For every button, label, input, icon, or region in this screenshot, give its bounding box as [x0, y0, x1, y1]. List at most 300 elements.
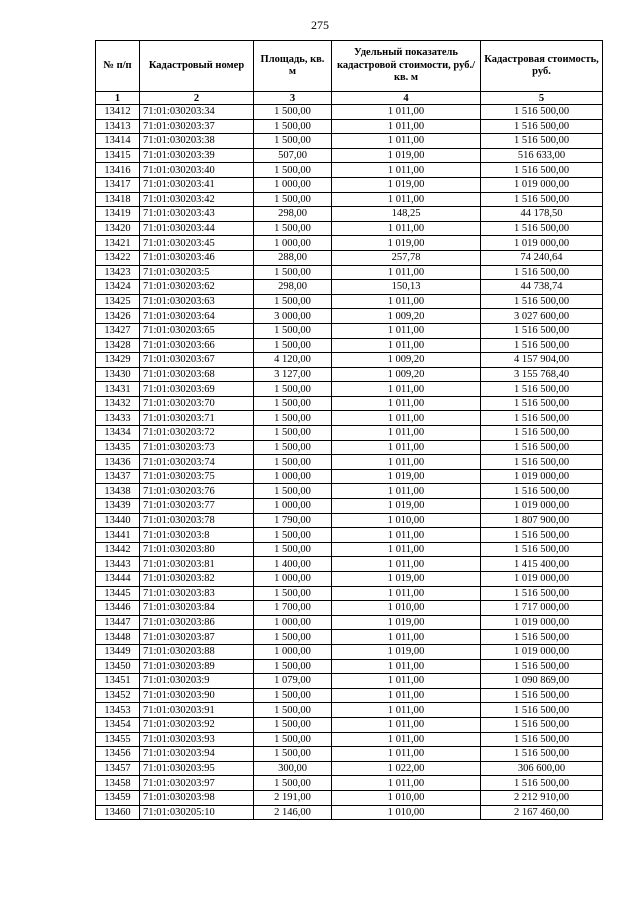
- specific-value-cell: 148,25: [332, 207, 481, 222]
- cadastral-cost-cell: 1 516 500,00: [481, 732, 603, 747]
- cadastral-number-cell: 71:01:030203:76: [140, 484, 254, 499]
- row-number-cell: 13447: [96, 615, 140, 630]
- table-row: [96, 221, 603, 236]
- cadastral-cost-cell: 1 516 500,00: [481, 105, 603, 120]
- specific-value-cell: 1 011,00: [332, 674, 481, 689]
- table-row: [96, 192, 603, 207]
- row-number-cell: 13435: [96, 440, 140, 455]
- area-cell: 298,00: [254, 207, 332, 222]
- cadastral-cost-cell: 1 516 500,00: [481, 426, 603, 441]
- specific-value-cell: 1 011,00: [332, 396, 481, 411]
- specific-value-cell: 1 011,00: [332, 747, 481, 762]
- area-cell: 1 500,00: [254, 484, 332, 499]
- table-row: [96, 630, 603, 645]
- table-row: [96, 703, 603, 718]
- table-row: [96, 382, 603, 397]
- cadastral-cost-cell: 1 516 500,00: [481, 586, 603, 601]
- cadastral-number-cell: 71:01:030203:8: [140, 528, 254, 543]
- table-row: [96, 396, 603, 411]
- area-cell: 1 500,00: [254, 455, 332, 470]
- table-row: [96, 688, 603, 703]
- specific-value-cell: 1 011,00: [332, 426, 481, 441]
- table-row: [96, 236, 603, 251]
- row-number-cell: 13432: [96, 396, 140, 411]
- row-number-cell: 13460: [96, 805, 140, 820]
- area-cell: 507,00: [254, 148, 332, 163]
- cadastral-cost-cell: 1 516 500,00: [481, 192, 603, 207]
- row-number-cell: 13458: [96, 776, 140, 791]
- table-row: [96, 717, 603, 732]
- column-index: 5: [481, 92, 603, 105]
- table-row: [96, 440, 603, 455]
- cadastral-number-cell: 71:01:030203:37: [140, 119, 254, 134]
- area-cell: 288,00: [254, 250, 332, 265]
- area-cell: 1 500,00: [254, 338, 332, 353]
- row-number-cell: 13449: [96, 644, 140, 659]
- row-number-cell: 13428: [96, 338, 140, 353]
- specific-value-cell: 1 011,00: [332, 557, 481, 572]
- table-row: [96, 484, 603, 499]
- row-number-cell: 13422: [96, 250, 140, 265]
- area-cell: 1 500,00: [254, 747, 332, 762]
- specific-value-cell: 1 011,00: [332, 484, 481, 499]
- table-row: [96, 338, 603, 353]
- row-number-cell: 13459: [96, 790, 140, 805]
- cadastral-number-cell: 71:01:030203:46: [140, 250, 254, 265]
- row-number-cell: 13427: [96, 323, 140, 338]
- specific-value-cell: 1 011,00: [332, 703, 481, 718]
- cadastral-number-cell: 71:01:030203:70: [140, 396, 254, 411]
- row-number-cell: 13443: [96, 557, 140, 572]
- specific-value-cell: 1 011,00: [332, 440, 481, 455]
- cadastral-number-cell: 71:01:030203:39: [140, 148, 254, 163]
- cadastral-number-cell: 71:01:030203:81: [140, 557, 254, 572]
- cadastral-number-cell: 71:01:030203:66: [140, 338, 254, 353]
- cadastral-number-cell: 71:01:030203:90: [140, 688, 254, 703]
- cadastral-cost-cell: 1 516 500,00: [481, 776, 603, 791]
- cadastral-number-cell: 71:01:030203:38: [140, 134, 254, 149]
- cadastral-number-cell: 71:01:030203:72: [140, 426, 254, 441]
- table-row: [96, 513, 603, 528]
- table-row: [96, 659, 603, 674]
- cadastral-cost-cell: 1 516 500,00: [481, 134, 603, 149]
- header-specific-value: Удельный показатель кадастровой стоимости, руб./кв. м: [332, 41, 481, 92]
- specific-value-cell: 1 019,00: [332, 499, 481, 514]
- area-cell: 1 500,00: [254, 717, 332, 732]
- specific-value-cell: 1 011,00: [332, 586, 481, 601]
- area-cell: 2 146,00: [254, 805, 332, 820]
- table-row: [96, 455, 603, 470]
- specific-value-cell: 1 011,00: [332, 221, 481, 236]
- area-cell: 1 500,00: [254, 586, 332, 601]
- specific-value-cell: 1 019,00: [332, 236, 481, 251]
- row-number-cell: 13451: [96, 674, 140, 689]
- specific-value-cell: 1 011,00: [332, 338, 481, 353]
- cadastral-number-cell: 71:01:030203:68: [140, 367, 254, 382]
- cadastral-number-cell: 71:01:030203:98: [140, 790, 254, 805]
- cadastral-cost-cell: 1 516 500,00: [481, 717, 603, 732]
- cadastral-number-cell: 71:01:030203:63: [140, 294, 254, 309]
- specific-value-cell: 1 011,00: [332, 776, 481, 791]
- specific-value-cell: 1 022,00: [332, 761, 481, 776]
- area-cell: 1 790,00: [254, 513, 332, 528]
- row-number-cell: 13429: [96, 353, 140, 368]
- table-row: [96, 411, 603, 426]
- cadastral-cost-cell: 1 415 400,00: [481, 557, 603, 572]
- row-number-cell: 13423: [96, 265, 140, 280]
- cadastral-cost-cell: 1 717 000,00: [481, 601, 603, 616]
- area-cell: 1 500,00: [254, 440, 332, 455]
- table-row: [96, 747, 603, 762]
- cadastral-cost-cell: 1 516 500,00: [481, 688, 603, 703]
- table-row: [96, 615, 603, 630]
- table-row: [96, 557, 603, 572]
- row-number-cell: 13418: [96, 192, 140, 207]
- area-cell: 1 500,00: [254, 382, 332, 397]
- table-row: [96, 601, 603, 616]
- table-row: [96, 177, 603, 192]
- area-cell: 1 500,00: [254, 542, 332, 557]
- area-cell: 1 000,00: [254, 236, 332, 251]
- row-number-cell: 13454: [96, 717, 140, 732]
- specific-value-cell: 1 009,20: [332, 367, 481, 382]
- cadastral-cost-cell: 1 516 500,00: [481, 396, 603, 411]
- area-cell: 1 500,00: [254, 192, 332, 207]
- specific-value-cell: 1 019,00: [332, 469, 481, 484]
- column-index: 2: [140, 92, 254, 105]
- table-row: [96, 805, 603, 820]
- specific-value-cell: 1 011,00: [332, 542, 481, 557]
- cadastral-cost-cell: 1 019 000,00: [481, 177, 603, 192]
- row-number-cell: 13434: [96, 426, 140, 441]
- row-number-cell: 13416: [96, 163, 140, 178]
- row-number-cell: 13412: [96, 105, 140, 120]
- cadastral-cost-cell: 1 516 500,00: [481, 440, 603, 455]
- specific-value-cell: 1 010,00: [332, 790, 481, 805]
- area-cell: 3 127,00: [254, 367, 332, 382]
- header-cadastral-number: Кадастровый номер: [140, 41, 254, 92]
- specific-value-cell: 1 011,00: [332, 294, 481, 309]
- cadastral-cost-cell: 3 027 600,00: [481, 309, 603, 324]
- area-cell: 1 500,00: [254, 119, 332, 134]
- row-number-cell: 13448: [96, 630, 140, 645]
- row-number-cell: 13430: [96, 367, 140, 382]
- area-cell: 1 500,00: [254, 426, 332, 441]
- cadastral-cost-cell: 44 738,74: [481, 280, 603, 295]
- area-cell: 1 500,00: [254, 732, 332, 747]
- cadastral-number-cell: 71:01:030203:83: [140, 586, 254, 601]
- table-row: [96, 323, 603, 338]
- area-cell: 1 000,00: [254, 499, 332, 514]
- row-number-cell: 13441: [96, 528, 140, 543]
- table-header-row: [96, 41, 603, 92]
- cadastral-number-cell: 71:01:030203:67: [140, 353, 254, 368]
- cadastral-cost-cell: 1 090 869,00: [481, 674, 603, 689]
- cadastral-cost-cell: 1 516 500,00: [481, 382, 603, 397]
- specific-value-cell: 150,13: [332, 280, 481, 295]
- specific-value-cell: 1 010,00: [332, 805, 481, 820]
- row-number-cell: 13419: [96, 207, 140, 222]
- cadastral-number-cell: 71:01:030203:84: [140, 601, 254, 616]
- cadastral-cost-cell: 1 516 500,00: [481, 411, 603, 426]
- cadastral-cost-cell: 1 516 500,00: [481, 294, 603, 309]
- table-row: [96, 294, 603, 309]
- specific-value-cell: 1 019,00: [332, 644, 481, 659]
- column-index: 3: [254, 92, 332, 105]
- specific-value-cell: 1 019,00: [332, 615, 481, 630]
- cadastral-number-cell: 71:01:030203:44: [140, 221, 254, 236]
- table-row: [96, 572, 603, 587]
- table-row: [96, 119, 603, 134]
- cadastral-number-cell: 71:01:030203:43: [140, 207, 254, 222]
- specific-value-cell: 1 011,00: [332, 732, 481, 747]
- area-cell: 1 500,00: [254, 265, 332, 280]
- cadastral-cost-cell: 1 019 000,00: [481, 499, 603, 514]
- column-index-row: [96, 92, 603, 105]
- row-number-cell: 13444: [96, 572, 140, 587]
- row-number-cell: 13421: [96, 236, 140, 251]
- table-row: [96, 367, 603, 382]
- cadastral-number-cell: 71:01:030203:69: [140, 382, 254, 397]
- table-row: [96, 148, 603, 163]
- cadastral-cost-cell: 1 516 500,00: [481, 455, 603, 470]
- cadastral-cost-cell: 1 516 500,00: [481, 659, 603, 674]
- cadastral-number-cell: 71:01:030203:89: [140, 659, 254, 674]
- specific-value-cell: 1 011,00: [332, 134, 481, 149]
- table-row: [96, 469, 603, 484]
- cadastral-cost-cell: 2 167 460,00: [481, 805, 603, 820]
- cadastral-cost-cell: 2 212 910,00: [481, 790, 603, 805]
- area-cell: 1 500,00: [254, 323, 332, 338]
- area-cell: 1 500,00: [254, 134, 332, 149]
- area-cell: 1 500,00: [254, 776, 332, 791]
- area-cell: 1 500,00: [254, 703, 332, 718]
- specific-value-cell: 1 019,00: [332, 572, 481, 587]
- row-number-cell: 13452: [96, 688, 140, 703]
- area-cell: 300,00: [254, 761, 332, 776]
- cadastral-number-cell: 71:01:030203:88: [140, 644, 254, 659]
- cadastral-number-cell: 71:01:030203:95: [140, 761, 254, 776]
- area-cell: 1 500,00: [254, 294, 332, 309]
- cadastral-number-cell: 71:01:030203:93: [140, 732, 254, 747]
- specific-value-cell: 1 019,00: [332, 177, 481, 192]
- row-number-cell: 13455: [96, 732, 140, 747]
- cadastral-cost-cell: 1 516 500,00: [481, 338, 603, 353]
- area-cell: 4 120,00: [254, 353, 332, 368]
- table-row: [96, 280, 603, 295]
- cadastral-number-cell: 71:01:030203:34: [140, 105, 254, 120]
- area-cell: 1 500,00: [254, 630, 332, 645]
- table-row: [96, 265, 603, 280]
- cadastral-number-cell: 71:01:030203:78: [140, 513, 254, 528]
- specific-value-cell: 1 011,00: [332, 717, 481, 732]
- area-cell: 298,00: [254, 280, 332, 295]
- cadastral-number-cell: 71:01:030203:77: [140, 499, 254, 514]
- row-number-cell: 13413: [96, 119, 140, 134]
- cadastral-cost-cell: 1 516 500,00: [481, 703, 603, 718]
- cadastral-number-cell: 71:01:030203:86: [140, 615, 254, 630]
- cadastral-number-cell: 71:01:030203:92: [140, 717, 254, 732]
- cadastral-number-cell: 71:01:030203:40: [140, 163, 254, 178]
- cadastral-number-cell: 71:01:030203:45: [140, 236, 254, 251]
- row-number-cell: 13457: [96, 761, 140, 776]
- specific-value-cell: 1 019,00: [332, 148, 481, 163]
- cadastral-cost-cell: 1 516 500,00: [481, 484, 603, 499]
- table-row: [96, 499, 603, 514]
- cadastral-number-cell: 71:01:030203:65: [140, 323, 254, 338]
- table-row: [96, 163, 603, 178]
- row-number-cell: 13436: [96, 455, 140, 470]
- row-number-cell: 13437: [96, 469, 140, 484]
- header-area: Площадь, кв. м: [254, 41, 332, 92]
- specific-value-cell: 1 011,00: [332, 105, 481, 120]
- table-row: [96, 134, 603, 149]
- row-number-cell: 13445: [96, 586, 140, 601]
- cadastral-number-cell: 71:01:030203:71: [140, 411, 254, 426]
- header-cadastral-cost: Кадастровая стоимость, руб.: [481, 41, 603, 92]
- table-row: [96, 761, 603, 776]
- row-number-cell: 13450: [96, 659, 140, 674]
- row-number-cell: 13442: [96, 542, 140, 557]
- row-number-cell: 13438: [96, 484, 140, 499]
- area-cell: 1 500,00: [254, 659, 332, 674]
- cadastral-number-cell: 71:01:030203:41: [140, 177, 254, 192]
- area-cell: 1 500,00: [254, 221, 332, 236]
- area-cell: 1 500,00: [254, 163, 332, 178]
- area-cell: 1 079,00: [254, 674, 332, 689]
- cadastral-cost-cell: 3 155 768,40: [481, 367, 603, 382]
- table-row: [96, 542, 603, 557]
- cadastral-cost-cell: 1 019 000,00: [481, 236, 603, 251]
- area-cell: 1 500,00: [254, 411, 332, 426]
- row-number-cell: 13439: [96, 499, 140, 514]
- area-cell: 2 191,00: [254, 790, 332, 805]
- table-row: [96, 776, 603, 791]
- row-number-cell: 13420: [96, 221, 140, 236]
- cadastral-cost-cell: 1 019 000,00: [481, 644, 603, 659]
- specific-value-cell: 1 010,00: [332, 601, 481, 616]
- cadastral-number-cell: 71:01:030203:75: [140, 469, 254, 484]
- table-row: [96, 105, 603, 120]
- cadastral-cost-cell: 1 516 500,00: [481, 119, 603, 134]
- cadastral-cost-cell: 1 516 500,00: [481, 265, 603, 280]
- cadastral-cost-cell: 1 516 500,00: [481, 221, 603, 236]
- table-body: [96, 105, 603, 820]
- cadastral-number-cell: 71:01:030203:91: [140, 703, 254, 718]
- area-cell: 1 000,00: [254, 644, 332, 659]
- table-row: [96, 674, 603, 689]
- cadastral-cost-cell: 1 019 000,00: [481, 572, 603, 587]
- cadastral-cost-cell: 4 157 904,00: [481, 353, 603, 368]
- specific-value-cell: 1 009,20: [332, 353, 481, 368]
- table-row: [96, 644, 603, 659]
- header-row-number: № п/п: [96, 41, 140, 92]
- area-cell: 3 000,00: [254, 309, 332, 324]
- table-row: [96, 426, 603, 441]
- area-cell: 1 500,00: [254, 528, 332, 543]
- cadastral-number-cell: 71:01:030203:94: [140, 747, 254, 762]
- row-number-cell: 13431: [96, 382, 140, 397]
- table-row: [96, 732, 603, 747]
- specific-value-cell: 1 011,00: [332, 659, 481, 674]
- cadastral-cost-cell: 44 178,50: [481, 207, 603, 222]
- cadastral-cost-cell: 1 019 000,00: [481, 615, 603, 630]
- area-cell: 1 000,00: [254, 572, 332, 587]
- row-number-cell: 13440: [96, 513, 140, 528]
- row-number-cell: 13456: [96, 747, 140, 762]
- specific-value-cell: 1 011,00: [332, 688, 481, 703]
- specific-value-cell: 1 011,00: [332, 119, 481, 134]
- cadastral-number-cell: 71:01:030203:9: [140, 674, 254, 689]
- cadastral-number-cell: 71:01:030203:80: [140, 542, 254, 557]
- area-cell: 1 500,00: [254, 396, 332, 411]
- table-row: [96, 207, 603, 222]
- area-cell: 1 500,00: [254, 688, 332, 703]
- table-row: [96, 353, 603, 368]
- row-number-cell: 13433: [96, 411, 140, 426]
- page-number: 275: [311, 18, 329, 32]
- cadastral-cost-cell: 516 633,00: [481, 148, 603, 163]
- cadastral-number-cell: 71:01:030203:73: [140, 440, 254, 455]
- specific-value-cell: 1 009,20: [332, 309, 481, 324]
- row-number-cell: 13417: [96, 177, 140, 192]
- cadastral-cost-cell: 1 516 500,00: [481, 542, 603, 557]
- cadastral-cost-cell: 1 516 500,00: [481, 163, 603, 178]
- cadastral-number-cell: 71:01:030203:64: [140, 309, 254, 324]
- row-number-cell: 13424: [96, 280, 140, 295]
- area-cell: 1 700,00: [254, 601, 332, 616]
- specific-value-cell: 1 011,00: [332, 163, 481, 178]
- specific-value-cell: 1 011,00: [332, 265, 481, 280]
- cadastral-number-cell: 71:01:030203:97: [140, 776, 254, 791]
- specific-value-cell: 1 010,00: [332, 513, 481, 528]
- cadastral-number-cell: 71:01:030203:42: [140, 192, 254, 207]
- area-cell: 1 000,00: [254, 177, 332, 192]
- cadastral-number-cell: 71:01:030203:62: [140, 280, 254, 295]
- cadastral-number-cell: 71:01:030203:87: [140, 630, 254, 645]
- cadastral-cost-cell: 306 600,00: [481, 761, 603, 776]
- specific-value-cell: 1 011,00: [332, 192, 481, 207]
- table-row: [96, 250, 603, 265]
- specific-value-cell: 1 011,00: [332, 411, 481, 426]
- column-index: 4: [332, 92, 481, 105]
- specific-value-cell: 1 011,00: [332, 382, 481, 397]
- area-cell: 1 000,00: [254, 469, 332, 484]
- table-row: [96, 528, 603, 543]
- row-number-cell: 13415: [96, 148, 140, 163]
- row-number-cell: 13414: [96, 134, 140, 149]
- specific-value-cell: 1 011,00: [332, 323, 481, 338]
- cadastral-value-table: [95, 40, 603, 820]
- area-cell: 1 500,00: [254, 105, 332, 120]
- table-row: [96, 309, 603, 324]
- cadastral-cost-cell: 74 240,64: [481, 250, 603, 265]
- cadastral-cost-cell: 1 516 500,00: [481, 630, 603, 645]
- cadastral-cost-cell: 1 019 000,00: [481, 469, 603, 484]
- cadastral-cost-cell: 1 516 500,00: [481, 323, 603, 338]
- cadastral-cost-cell: 1 516 500,00: [481, 528, 603, 543]
- area-cell: 1 400,00: [254, 557, 332, 572]
- cadastral-cost-cell: 1 807 900,00: [481, 513, 603, 528]
- cadastral-cost-cell: 1 516 500,00: [481, 747, 603, 762]
- column-index: 1: [96, 92, 140, 105]
- table-row: [96, 586, 603, 601]
- cadastral-number-cell: 71:01:030203:74: [140, 455, 254, 470]
- cadastral-number-cell: 71:01:030205:10: [140, 805, 254, 820]
- row-number-cell: 13425: [96, 294, 140, 309]
- row-number-cell: 13453: [96, 703, 140, 718]
- row-number-cell: 13426: [96, 309, 140, 324]
